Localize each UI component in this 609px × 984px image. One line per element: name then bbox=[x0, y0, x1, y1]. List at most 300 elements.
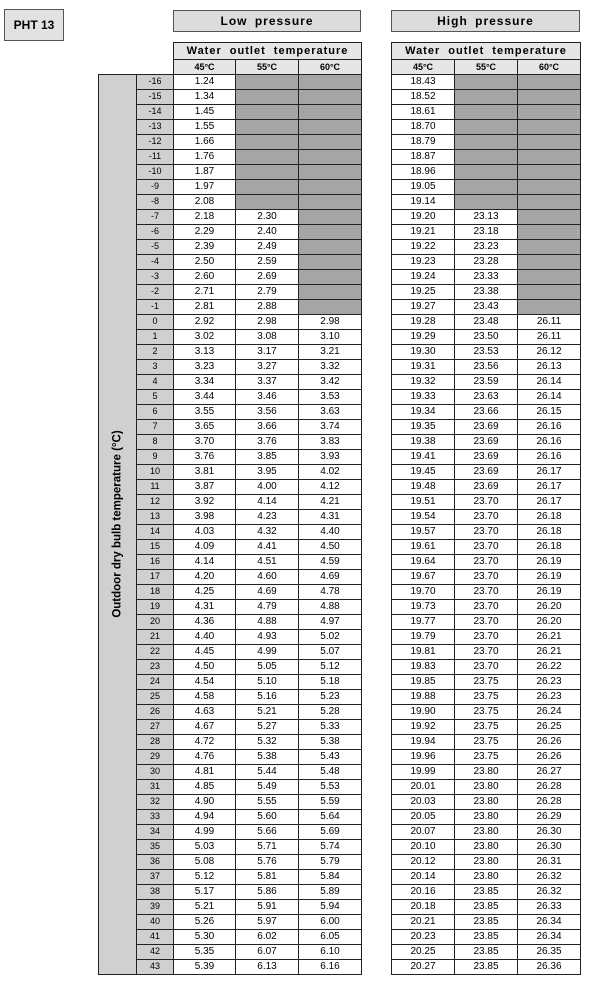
high-pressure-value: 19.32 bbox=[392, 374, 455, 389]
high-pressure-value: 19.92 bbox=[392, 719, 455, 734]
low-pressure-value: 3.93 bbox=[299, 449, 362, 464]
table-row bbox=[99, 689, 581, 704]
low-pressure-value: 2.29 bbox=[174, 224, 236, 239]
unavailable-cell bbox=[455, 134, 518, 149]
low-pressure-value: 3.76 bbox=[174, 449, 236, 464]
high-pressure-value: 26.25 bbox=[518, 719, 581, 734]
outdoor-temp-cell: 6 bbox=[137, 404, 174, 419]
high-col-60: 60°C bbox=[518, 60, 581, 75]
low-pressure-value: 5.02 bbox=[299, 629, 362, 644]
low-pressure-value: 5.79 bbox=[299, 854, 362, 869]
low-pressure-value: 6.05 bbox=[299, 929, 362, 944]
table-row bbox=[99, 899, 581, 914]
low-pressure-value: 3.83 bbox=[299, 434, 362, 449]
high-pressure-value: 26.15 bbox=[518, 404, 581, 419]
header-row-title bbox=[99, 43, 581, 60]
low-pressure-value: 5.18 bbox=[299, 674, 362, 689]
low-pressure-value: 4.03 bbox=[174, 524, 236, 539]
low-pressure-value: 5.38 bbox=[299, 734, 362, 749]
unavailable-cell bbox=[518, 224, 581, 239]
outdoor-temp-cell: -9 bbox=[137, 179, 174, 194]
high-pressure-value: 19.25 bbox=[392, 284, 455, 299]
low-col-45: 45°C bbox=[174, 60, 236, 75]
low-pressure-value: 2.88 bbox=[236, 299, 299, 314]
high-pressure-value: 19.29 bbox=[392, 329, 455, 344]
unavailable-cell bbox=[236, 179, 299, 194]
high-pressure-value: 26.17 bbox=[518, 464, 581, 479]
low-pressure-value: 2.79 bbox=[236, 284, 299, 299]
outdoor-temp-cell: 23 bbox=[137, 659, 174, 674]
table-row bbox=[99, 104, 581, 119]
table-row bbox=[99, 524, 581, 539]
unavailable-cell bbox=[236, 74, 299, 89]
low-pressure-value: 4.12 bbox=[299, 479, 362, 494]
outdoor-temp-cell: 16 bbox=[137, 554, 174, 569]
high-pressure-value: 19.20 bbox=[392, 209, 455, 224]
high-pressure-value: 26.21 bbox=[518, 629, 581, 644]
high-pressure-value: 26.16 bbox=[518, 449, 581, 464]
high-pressure-value: 26.28 bbox=[518, 794, 581, 809]
high-pressure-value: 23.33 bbox=[455, 269, 518, 284]
unavailable-cell bbox=[455, 104, 518, 119]
high-pressure-value: 23.66 bbox=[455, 404, 518, 419]
low-pressure-value: 1.34 bbox=[174, 89, 236, 104]
outdoor-temp-cell: 27 bbox=[137, 719, 174, 734]
high-pressure-value: 20.18 bbox=[392, 899, 455, 914]
low-pressure-value: 6.10 bbox=[299, 944, 362, 959]
low-pressure-value: 4.67 bbox=[174, 719, 236, 734]
unavailable-cell bbox=[299, 104, 362, 119]
low-pressure-value: 5.97 bbox=[236, 914, 299, 929]
high-pressure-value: 26.32 bbox=[518, 869, 581, 884]
low-pressure-value: 3.87 bbox=[174, 479, 236, 494]
high-pressure-value: 23.28 bbox=[455, 254, 518, 269]
outdoor-temp-cell: 35 bbox=[137, 839, 174, 854]
low-pressure-value: 4.90 bbox=[174, 794, 236, 809]
low-pressure-value: 5.12 bbox=[174, 869, 236, 884]
low-pressure-value: 3.56 bbox=[236, 404, 299, 419]
low-pressure-value: 6.07 bbox=[236, 944, 299, 959]
low-pressure-value: 5.08 bbox=[174, 854, 236, 869]
low-pressure-value: 3.34 bbox=[174, 374, 236, 389]
low-pressure-value: 5.21 bbox=[236, 704, 299, 719]
low-pressure-value: 3.13 bbox=[174, 344, 236, 359]
high-pressure-value: 23.69 bbox=[455, 419, 518, 434]
table-row bbox=[99, 494, 581, 509]
outdoor-temp-cell: 34 bbox=[137, 824, 174, 839]
outdoor-temp-cell: 4 bbox=[137, 374, 174, 389]
outdoor-temp-cell: 32 bbox=[137, 794, 174, 809]
table-row bbox=[99, 854, 581, 869]
low-pressure-value: 4.69 bbox=[299, 569, 362, 584]
high-pressure-value: 18.79 bbox=[392, 134, 455, 149]
high-pressure-value: 26.31 bbox=[518, 854, 581, 869]
low-pressure-value: 5.17 bbox=[174, 884, 236, 899]
low-pressure-value: 2.39 bbox=[174, 239, 236, 254]
low-pressure-value: 5.27 bbox=[236, 719, 299, 734]
high-pressure-value: 19.05 bbox=[392, 179, 455, 194]
table-row bbox=[99, 434, 581, 449]
table-row bbox=[99, 959, 581, 974]
high-pressure-value: 23.70 bbox=[455, 539, 518, 554]
high-pressure-value: 23.56 bbox=[455, 359, 518, 374]
table-row bbox=[99, 389, 581, 404]
low-pressure-value: 4.36 bbox=[174, 614, 236, 629]
high-pressure-value: 23.85 bbox=[455, 929, 518, 944]
high-pressure-value: 26.20 bbox=[518, 599, 581, 614]
outdoor-temp-cell: 24 bbox=[137, 674, 174, 689]
table-row bbox=[99, 479, 581, 494]
high-pressure-value: 26.17 bbox=[518, 479, 581, 494]
high-pressure-value: 26.16 bbox=[518, 434, 581, 449]
low-pressure-value: 5.16 bbox=[236, 689, 299, 704]
high-pressure-value: 26.26 bbox=[518, 749, 581, 764]
table-row bbox=[99, 374, 581, 389]
unavailable-cell bbox=[299, 224, 362, 239]
high-pressure-value: 26.18 bbox=[518, 509, 581, 524]
outdoor-temp-cell: 41 bbox=[137, 929, 174, 944]
table-row bbox=[99, 749, 581, 764]
outdoor-temp-cell: 7 bbox=[137, 419, 174, 434]
low-pressure-value: 4.31 bbox=[174, 599, 236, 614]
high-pressure-value: 19.33 bbox=[392, 389, 455, 404]
table-row bbox=[99, 164, 581, 179]
table-row bbox=[99, 284, 581, 299]
unavailable-cell bbox=[455, 149, 518, 164]
high-pressure-value: 20.25 bbox=[392, 944, 455, 959]
low-pressure-value: 3.42 bbox=[299, 374, 362, 389]
high-pressure-value: 26.32 bbox=[518, 884, 581, 899]
table-row bbox=[99, 884, 581, 899]
low-pressure-value: 3.44 bbox=[174, 389, 236, 404]
low-pressure-value: 3.21 bbox=[299, 344, 362, 359]
low-pressure-value: 2.92 bbox=[174, 314, 236, 329]
high-pressure-value: 23.70 bbox=[455, 524, 518, 539]
unavailable-cell bbox=[299, 74, 362, 89]
table-row bbox=[99, 329, 581, 344]
unavailable-cell bbox=[455, 119, 518, 134]
high-pressure-value: 26.30 bbox=[518, 839, 581, 854]
low-col-55: 55°C bbox=[236, 60, 299, 75]
low-pressure-value: 5.86 bbox=[236, 884, 299, 899]
table-row bbox=[99, 149, 581, 164]
low-pressure-value: 4.45 bbox=[174, 644, 236, 659]
low-pressure-value: 3.74 bbox=[299, 419, 362, 434]
high-pressure-value: 20.23 bbox=[392, 929, 455, 944]
low-pressure-value: 4.20 bbox=[174, 569, 236, 584]
unavailable-cell bbox=[299, 299, 362, 314]
high-pressure-value: 26.29 bbox=[518, 809, 581, 824]
model-label: PHT 13 bbox=[4, 9, 64, 41]
low-pressure-value: 4.97 bbox=[299, 614, 362, 629]
high-pressure-value: 26.12 bbox=[518, 344, 581, 359]
high-pressure-value: 23.53 bbox=[455, 344, 518, 359]
high-pressure-value: 26.26 bbox=[518, 734, 581, 749]
table-row bbox=[99, 584, 581, 599]
low-pressure-value: 4.81 bbox=[174, 764, 236, 779]
outdoor-temp-cell: -6 bbox=[137, 224, 174, 239]
unavailable-cell bbox=[518, 164, 581, 179]
table-row bbox=[99, 599, 581, 614]
outdoor-temp-cell: 43 bbox=[137, 959, 174, 974]
high-pressure-value: 19.41 bbox=[392, 449, 455, 464]
table-row bbox=[99, 944, 581, 959]
table-row bbox=[99, 74, 581, 89]
high-pressure-value: 26.19 bbox=[518, 554, 581, 569]
low-pressure-value: 4.41 bbox=[236, 539, 299, 554]
low-pressure-value: 4.76 bbox=[174, 749, 236, 764]
outdoor-temp-cell: -7 bbox=[137, 209, 174, 224]
high-pressure-value: 19.57 bbox=[392, 524, 455, 539]
low-pressure-value: 4.31 bbox=[299, 509, 362, 524]
high-pressure-value: 23.85 bbox=[455, 914, 518, 929]
high-pressure-title: High pressure bbox=[391, 10, 580, 32]
high-pressure-value: 23.70 bbox=[455, 494, 518, 509]
low-pressure-value: 5.32 bbox=[236, 734, 299, 749]
high-pressure-value: 18.52 bbox=[392, 89, 455, 104]
high-pressure-value: 23.70 bbox=[455, 569, 518, 584]
unavailable-cell bbox=[518, 299, 581, 314]
high-pressure-value: 23.80 bbox=[455, 869, 518, 884]
high-pressure-value: 26.20 bbox=[518, 614, 581, 629]
high-pressure-value: 23.85 bbox=[455, 944, 518, 959]
table-row bbox=[99, 734, 581, 749]
table-row bbox=[99, 419, 581, 434]
high-pressure-value: 18.96 bbox=[392, 164, 455, 179]
low-pressure-value: 3.23 bbox=[174, 359, 236, 374]
high-pressure-value: 19.70 bbox=[392, 584, 455, 599]
low-pressure-value: 5.94 bbox=[299, 899, 362, 914]
table-row bbox=[99, 554, 581, 569]
table-row bbox=[99, 344, 581, 359]
low-pressure-value: 3.37 bbox=[236, 374, 299, 389]
high-pressure-value: 19.54 bbox=[392, 509, 455, 524]
table-row bbox=[99, 509, 581, 524]
table-row bbox=[99, 209, 581, 224]
high-pressure-value: 23.70 bbox=[455, 584, 518, 599]
low-pressure-value: 3.81 bbox=[174, 464, 236, 479]
high-pressure-value: 26.13 bbox=[518, 359, 581, 374]
unavailable-cell bbox=[236, 104, 299, 119]
high-pressure-value: 26.21 bbox=[518, 644, 581, 659]
axis-label-cell bbox=[99, 74, 137, 974]
high-pressure-value: 18.70 bbox=[392, 119, 455, 134]
low-pressure-value: 4.54 bbox=[174, 674, 236, 689]
high-pressure-value: 20.27 bbox=[392, 959, 455, 974]
low-pressure-value: 4.79 bbox=[236, 599, 299, 614]
high-pressure-value: 23.70 bbox=[455, 629, 518, 644]
high-pressure-value: 23.43 bbox=[455, 299, 518, 314]
unavailable-cell bbox=[518, 104, 581, 119]
low-pressure-value: 3.32 bbox=[299, 359, 362, 374]
low-pressure-value: 3.85 bbox=[236, 449, 299, 464]
outdoor-temp-cell: 28 bbox=[137, 734, 174, 749]
table-row bbox=[99, 314, 581, 329]
low-pressure-value: 3.66 bbox=[236, 419, 299, 434]
unavailable-cell bbox=[518, 209, 581, 224]
table-row bbox=[99, 629, 581, 644]
outdoor-temp-cell: 13 bbox=[137, 509, 174, 524]
table-row bbox=[99, 719, 581, 734]
unavailable-cell bbox=[299, 284, 362, 299]
high-pressure-value: 20.14 bbox=[392, 869, 455, 884]
high-pressure-value: 23.50 bbox=[455, 329, 518, 344]
low-pressure-value: 5.89 bbox=[299, 884, 362, 899]
low-pressure-value: 5.10 bbox=[236, 674, 299, 689]
table-row bbox=[99, 929, 581, 944]
low-pressure-value: 4.78 bbox=[299, 584, 362, 599]
low-pressure-value: 5.28 bbox=[299, 704, 362, 719]
low-pressure-value: 5.26 bbox=[174, 914, 236, 929]
outdoor-temp-cell: -15 bbox=[137, 89, 174, 104]
high-pressure-value: 19.22 bbox=[392, 239, 455, 254]
table-row bbox=[99, 269, 581, 284]
high-pressure-value: 26.14 bbox=[518, 374, 581, 389]
table-row bbox=[99, 674, 581, 689]
outdoor-temp-cell: 39 bbox=[137, 899, 174, 914]
high-pressure-value: 23.38 bbox=[455, 284, 518, 299]
low-pressure-value: 2.81 bbox=[174, 299, 236, 314]
high-pressure-value: 23.85 bbox=[455, 959, 518, 974]
high-pressure-value: 26.22 bbox=[518, 659, 581, 674]
high-pressure-value: 20.05 bbox=[392, 809, 455, 824]
low-pressure-value: 5.60 bbox=[236, 809, 299, 824]
low-pressure-value: 4.02 bbox=[299, 464, 362, 479]
unavailable-cell bbox=[518, 149, 581, 164]
table-row bbox=[99, 644, 581, 659]
low-pressure-value: 4.88 bbox=[236, 614, 299, 629]
high-col-55: 55°C bbox=[455, 60, 518, 75]
outdoor-temp-cell: 40 bbox=[137, 914, 174, 929]
unavailable-cell bbox=[518, 284, 581, 299]
outdoor-temp-cell: 2 bbox=[137, 344, 174, 359]
table-row bbox=[99, 869, 581, 884]
table-row bbox=[99, 134, 581, 149]
table-row bbox=[99, 224, 581, 239]
unavailable-cell bbox=[236, 194, 299, 209]
high-pressure-value: 23.70 bbox=[455, 644, 518, 659]
unavailable-cell bbox=[299, 164, 362, 179]
high-pressure-value: 26.11 bbox=[518, 314, 581, 329]
high-pressure-value: 19.14 bbox=[392, 194, 455, 209]
unavailable-cell bbox=[299, 134, 362, 149]
outdoor-temp-cell: -11 bbox=[137, 149, 174, 164]
high-pressure-value: 19.23 bbox=[392, 254, 455, 269]
high-pressure-value: 20.16 bbox=[392, 884, 455, 899]
high-pressure-value: 23.70 bbox=[455, 554, 518, 569]
low-pressure-value: 1.55 bbox=[174, 119, 236, 134]
outdoor-temp-cell: -4 bbox=[137, 254, 174, 269]
low-pressure-value: 4.88 bbox=[299, 599, 362, 614]
high-pressure-value: 19.30 bbox=[392, 344, 455, 359]
low-pressure-value: 3.95 bbox=[236, 464, 299, 479]
low-pressure-value: 3.10 bbox=[299, 329, 362, 344]
unavailable-cell bbox=[518, 254, 581, 269]
high-pressure-value: 23.75 bbox=[455, 734, 518, 749]
outdoor-temp-cell: 5 bbox=[137, 389, 174, 404]
high-pressure-value: 23.75 bbox=[455, 719, 518, 734]
high-pressure-value: 23.75 bbox=[455, 674, 518, 689]
low-pressure-value: 2.98 bbox=[236, 314, 299, 329]
high-pressure-value: 19.94 bbox=[392, 734, 455, 749]
high-pressure-value: 20.03 bbox=[392, 794, 455, 809]
high-pressure-value: 19.28 bbox=[392, 314, 455, 329]
unavailable-cell bbox=[518, 119, 581, 134]
high-pressure-value: 18.87 bbox=[392, 149, 455, 164]
high-pressure-value: 19.77 bbox=[392, 614, 455, 629]
unavailable-cell bbox=[518, 134, 581, 149]
high-pressure-value: 23.80 bbox=[455, 779, 518, 794]
high-pressure-value: 19.88 bbox=[392, 689, 455, 704]
outdoor-temp-cell: 36 bbox=[137, 854, 174, 869]
high-pressure-value: 23.75 bbox=[455, 689, 518, 704]
low-pressure-value: 5.69 bbox=[299, 824, 362, 839]
high-pressure-value: 19.73 bbox=[392, 599, 455, 614]
high-pressure-value: 20.21 bbox=[392, 914, 455, 929]
outdoor-temp-cell: 12 bbox=[137, 494, 174, 509]
high-pressure-value: 23.23 bbox=[455, 239, 518, 254]
high-pressure-value: 19.21 bbox=[392, 224, 455, 239]
table-row bbox=[99, 569, 581, 584]
table-row bbox=[99, 704, 581, 719]
high-pressure-value: 19.99 bbox=[392, 764, 455, 779]
high-pressure-value: 26.30 bbox=[518, 824, 581, 839]
unavailable-cell bbox=[299, 89, 362, 104]
high-pressure-value: 23.70 bbox=[455, 599, 518, 614]
table-row bbox=[99, 194, 581, 209]
low-pressure-value: 5.35 bbox=[174, 944, 236, 959]
high-pressure-value: 23.75 bbox=[455, 704, 518, 719]
high-pressure-value: 18.61 bbox=[392, 104, 455, 119]
low-pressure-value: 2.59 bbox=[236, 254, 299, 269]
low-pressure-value: 5.71 bbox=[236, 839, 299, 854]
low-pressure-value: 2.69 bbox=[236, 269, 299, 284]
low-pressure-value: 2.98 bbox=[299, 314, 362, 329]
unavailable-cell bbox=[455, 89, 518, 104]
low-pressure-value: 4.85 bbox=[174, 779, 236, 794]
low-pressure-value: 5.66 bbox=[236, 824, 299, 839]
high-pressure-value: 26.14 bbox=[518, 389, 581, 404]
outdoor-temp-cell: -12 bbox=[137, 134, 174, 149]
low-pressure-value: 5.49 bbox=[236, 779, 299, 794]
unavailable-cell bbox=[518, 74, 581, 89]
table-row bbox=[99, 794, 581, 809]
low-pressure-value: 5.55 bbox=[236, 794, 299, 809]
table-row bbox=[99, 779, 581, 794]
low-pressure-value: 5.12 bbox=[299, 659, 362, 674]
outdoor-temp-cell: -14 bbox=[137, 104, 174, 119]
outdoor-temp-cell: 21 bbox=[137, 629, 174, 644]
low-pressure-value: 1.87 bbox=[174, 164, 236, 179]
outdoor-temp-cell: 19 bbox=[137, 599, 174, 614]
low-pressure-value: 5.91 bbox=[236, 899, 299, 914]
high-pressure-value: 23.70 bbox=[455, 659, 518, 674]
low-pressure-value: 6.16 bbox=[299, 959, 362, 974]
outdoor-temp-cell: 8 bbox=[137, 434, 174, 449]
unavailable-cell bbox=[455, 164, 518, 179]
high-pressure-value: 23.75 bbox=[455, 749, 518, 764]
outdoor-temp-cell: -10 bbox=[137, 164, 174, 179]
high-pressure-value: 23.80 bbox=[455, 854, 518, 869]
high-pressure-value: 26.36 bbox=[518, 959, 581, 974]
outdoor-temp-cell: 3 bbox=[137, 359, 174, 374]
low-pressure-value: 4.09 bbox=[174, 539, 236, 554]
low-pressure-value: 4.25 bbox=[174, 584, 236, 599]
low-pressure-value: 1.45 bbox=[174, 104, 236, 119]
outdoor-temp-cell: 37 bbox=[137, 869, 174, 884]
outdoor-temp-cell: 11 bbox=[137, 479, 174, 494]
high-pressure-value: 19.83 bbox=[392, 659, 455, 674]
